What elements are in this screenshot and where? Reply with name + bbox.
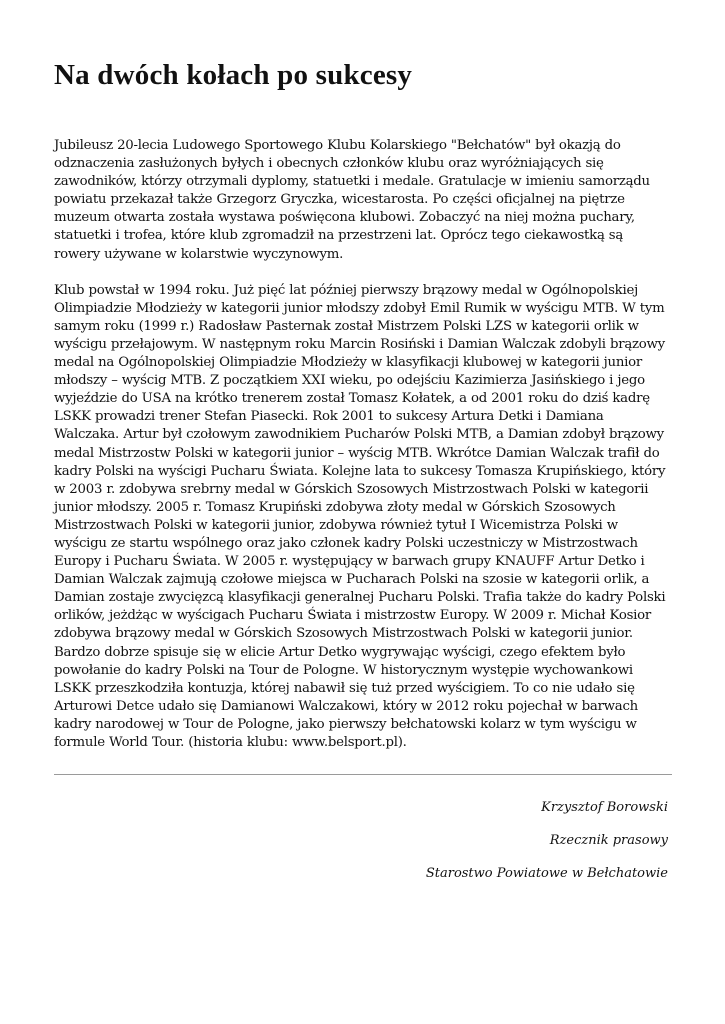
article-title: Na dwóch kołach po sukcesy (54, 59, 413, 91)
signature-author: Krzysztof Borowski (541, 800, 668, 816)
signature-block (54, 799, 672, 883)
section-divider (54, 774, 672, 775)
signature-role: Rzecznik prasowy (549, 833, 668, 849)
article-paragraph-2: Klub powstał w 1994 roku. Już pięć lat później pierwszy brązowy medal w Ogólnopolskiej Olimpiadzie Młodzieży w kategorii junior młodszy zdobył Emil Rumik w wyścigu MTB. W tym samym roku (1999 r.) Radosław Pasternak został Mistrzem Polski LZS w kategorii orlik w wyścigu przełajowym. W następnym roku Marcin Rosiński i Damian Walczak zdobyli brązowy medal na Ogólnopolskiej Olimpiadzie Młodzieży w klasyfikacji klubowej w kategorii junior młodszy – wyścig MTB. Z początkiem XXI wieku, po odejściu Kazimierza Jasińskiego i jego wyjeździe do USA na krótko trenerem został Tomasz Kołatek, a od 2001 roku do dziś kadrę LSKK prowadzi trener Stefan Piasecki. Rok 2001 to sukcesy Artura Detki i Damiana Walczaka. Artur był czołowym zawodnikiem Pucharów Polski MTB, a Damian zdobył brązowy medal Mistrzostw Polski w kategorii junior – wyścig MTB. Wkrótce Damian Walczak trafił do kadry Polski na wyścigi Pucharu Świata. Kolejne lata to sukcesy Tomasza Krupińskiego, który w 2003 r. zdobywa srebrny medal w Górskich Szosowych Mistrzostwach Polski w kategorii junior młodszy. 2005 r. Tomasz Krupiński zdobywa złoty medal w Górskich Szosowych Mistrzostwach Polski w kategorii junior, zdobywa również tytuł I Wicemistrza Polski w wyścigu ze startu wspólnego oraz jako członek kadry Polski uczestniczy w Mistrzostwach Europy i Pucharu Świata. W 2005 r. występujący w barwach grupy KNAUFF Artur Detko i Damian Walczak zajmują czołowe miejsca w Pucharach Polski na szosie w kategorii orlik, a Damian zostaje zwycięzcą klasyfikacji generalnej Pucharu Polski. Trafia także do kadry Polski orlików, jeżdżąc w wyścigach Pucharu Świata i mistrzostw Europy. W 2009 r. Michał Kosior zdobywa brązowy medal w Górskich Szosowych Mistrzostwach Polski w kategorii junior. Bardzo dobrze spisuje się w elicie Artur Detko wygrywając wyścigi, czego efektem było powołanie do kadry Polski na Tour de Pologne. W historycznym występie wychowankowi LSKK przeszkodziła kontuzja, której nabawił się tuż przed wyścigiem. To co nie udało się Arturowi Detce udało się Damianowi Walczakowi, który w 2012 roku pojechał w barwach kadry narodowej w Tour de Pologne, jako pierwszy bełchatowski kolarz w tym wyścigu w formule World Tour. (historia klubu: www.belsport.pl). (54, 282, 666, 750)
article-paragraph-1: Jubileusz 20-lecia Ludowego Sportowego Klubu Kolarskiego "Bełchatów" był okazją do odznaczenia zasłużonych byłych i obecnych członków klubu oraz wyróżniających się zawodników, którzy otrzymali dyplomy, statuetki i medale. Gratulacje w imieniu samorządu powiatu przekazał także Grzegorz Gryczka, wicestarosta. Po części oficjalnej na piętrze muzeum otwarta została wystawa poświęcona klubowi. Zobaczyć na niej można puchary, statuetki i trofea, które klub zgromadził na przestrzeni lat. Oprócz tego ciekawostką są rowery używane w kolarstwie wyczynowym. (54, 138, 650, 262)
document-page (54, 0, 672, 898)
signature-office: Starostwo Powiatowe w Bełchatowie (425, 866, 668, 882)
